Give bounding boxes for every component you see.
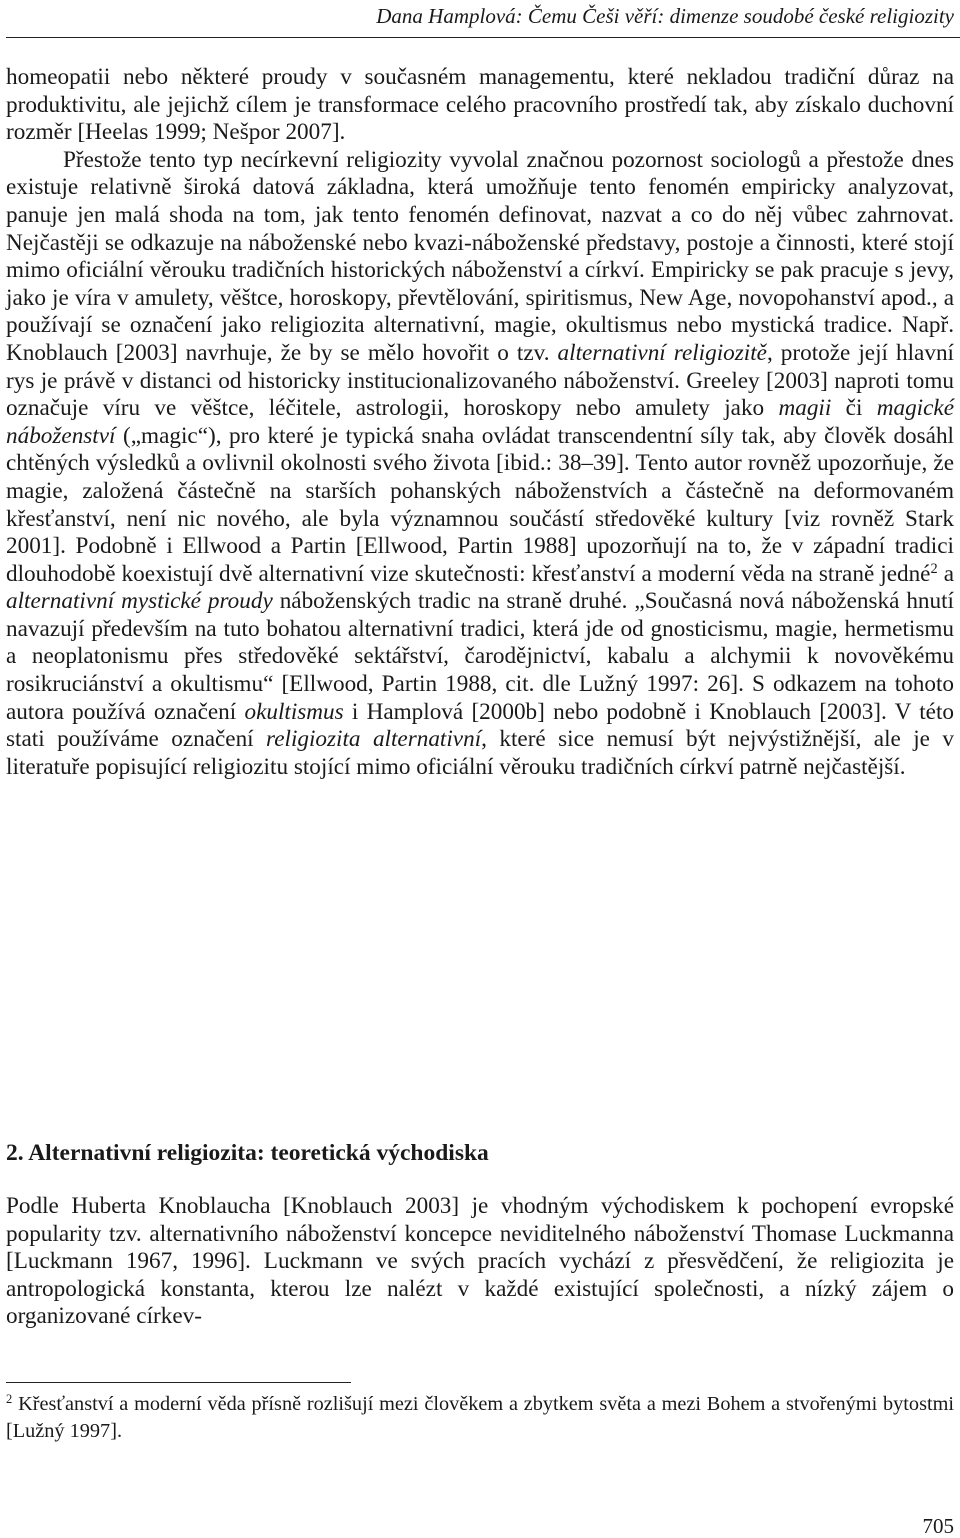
footnote-reference[interactable]: 2 xyxy=(930,560,938,577)
italic-term: alternativní mystické proudy xyxy=(6,588,273,615)
text-run: i Hamplová [2000b] nebo podobně i Knoblauch [2003]. V této stati používáme označení xyxy=(6,698,954,753)
footnote-text: Křesťanství a moderní věda přísně rozlišují mezi člověkem a zbytkem světa a mezi Bohem a stvořenými bytostmi [Lužný 1997]. xyxy=(6,1393,955,1442)
italic-term: religiozita alternativní xyxy=(266,726,482,753)
footnote xyxy=(6,1391,954,1445)
paragraph-section-text: Podle Huberta Knoblaucha [Knoblauch 2003] je vhodným východiskem k pochopení evropské popularity tzv. alternativního náboženství koncepce neviditelného náboženství Thomase Luckmanna [Luckmann 1967, 1996]. Luckmann ve svých pracích vychází z přesvědčení, že religiozita je antropologická konstanta, kterou lze nalézt v každé existující společnosti, a nízký zájem o organizované církev- xyxy=(6,1193,954,1330)
footnote-number: 2 xyxy=(6,1392,13,1407)
paragraph-main xyxy=(6,147,954,782)
italic-term: alternativní religiozitě xyxy=(557,339,767,366)
italic-term: magické náboženství xyxy=(6,395,954,449)
text-run: , protože její hlavní rys je právě v distanci od historicky institucionalizovaného náboženství. Greeley [2003] naproti tomu označuje víru ve věštce, léčitele, astrologii, horoskopy nebo amulety jako xyxy=(6,339,954,422)
footnote-rule xyxy=(6,1382,351,1383)
section-heading: 2. Alternativní religiozita: teoretická východiska xyxy=(6,1140,489,1166)
header-rule xyxy=(6,37,960,38)
text-run: , které sice nemusí být nejvýstižnější, ale je v literatuře popisující religiozitu stojící mimo oficiální věrouku tradičních církví patrně nejčastější. xyxy=(6,726,954,780)
text-run: („magic“), pro které je typická snaha ovládat transcendentní síly tak, aby člověk dosáhl chtěných výsledků a ovlivnil okolnosti svého života [ibid.: 38–39]. Tento autor rovněž upozorňuje, že magie, založená částečně na starších pohanských náboženstvích a částečně na deformovaném křesťanství, není nic nového, ale byla významnou součástí středověké kultury [viz rovněž Stark 2001]. Podobně i Ellwood a Partin [Ellwood, Partin 1988] upozorňují na to, že v západní tradici dlouhodobě koexistují dvě alternativní vize skutečnosti: křesťanství a moderní věda na straně jedné xyxy=(6,422,954,587)
paragraph-section xyxy=(6,1193,954,1331)
page-number: 705 xyxy=(922,1514,954,1538)
italic-term: magii xyxy=(778,395,832,422)
running-header: Dana Hamplová: Čemu Češi věří: dimenze soudobé české religiozity xyxy=(376,4,954,28)
paragraph-continued-text: homeopatii nebo některé proudy v současném managementu, které nekladou tradiční důraz na produktivitu, ale jejichž cílem je transformace celého pracovního prostředí tak, aby získalo duchovní rozměr [Heelas 1999; Nešpor 2007]. xyxy=(6,64,954,146)
text-run: a xyxy=(937,560,954,587)
text-run: Přestože tento typ necírkevní religiozity vyvolal značnou pozornost sociologů a přestože dnes existuje relativně široká datová základna, která umožňuje tento fenomén empiricky analyzovat, panuje jen malá shoda na tom, jak tento fenomén definovat, nazvat a co do něj vůbec zahrnovat. Nejčastěji se odkazuje na náboženské nebo kvazi-náboženské představy, postoje a činnosti, které stojí mimo oficiální věrouku tradičních historických náboženství a církví. Empiricky se pak pracuje s jevy, jako je víra v amulety, věštce, horoskopy, převtělování, spiritismus, New Age, novopohanství apod., a používají se označení jako religiozita alternativní, magie, okultismus nebo mystická tradice. Např. Knoblauch [2003] navrhuje, že by se mělo hovořit o tzv. xyxy=(6,146,954,366)
paragraph-continued xyxy=(6,64,954,781)
italic-term: okultismus xyxy=(244,698,344,725)
text-run: náboženských tradic na straně druhé. „Současná nová náboženská hnutí navazují především na tuto bohatou alternativní tradici, která jde od gnosticismu, magie, hermetismu a neoplatonismu přes středověké sektářství, čarodějnictví, kabalu a alchymii k novověkému rosikruciánství a okultismu“ [Ellwood, Partin 1988, cit. dle Lužný 1997: 26]. S odkazem na tohoto autora používá označení xyxy=(6,588,955,725)
text-run: či xyxy=(831,395,877,422)
